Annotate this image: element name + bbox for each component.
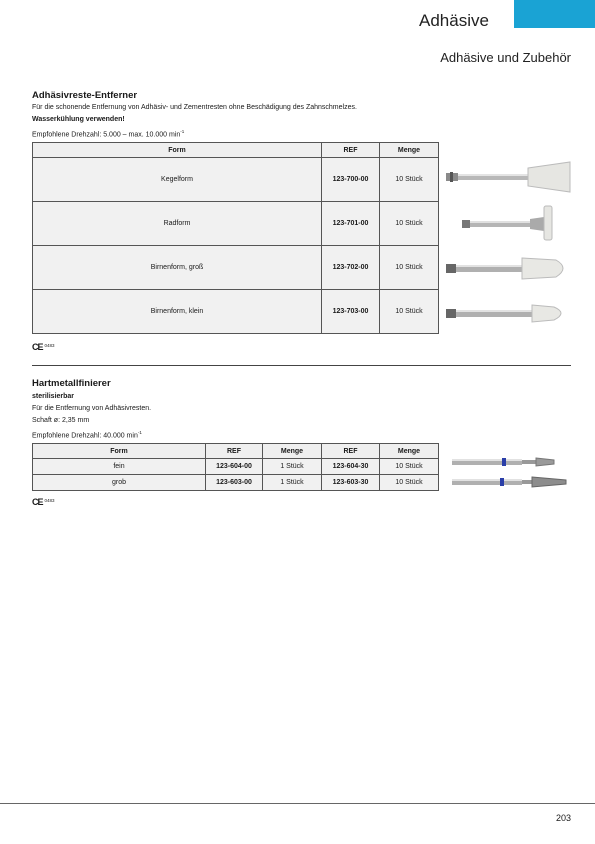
column-header-menge-2: Menge <box>380 444 439 459</box>
section2-subtitle: sterilisierbar <box>32 393 75 400</box>
table-header-row <box>33 143 439 158</box>
table-row <box>33 246 439 290</box>
section2-speed: Empfohlene Drehzahl: 40.000 $\min^{-1}$ <box>32 430 142 440</box>
table-row <box>33 158 439 202</box>
section2-table <box>32 443 439 491</box>
cell-form: grob <box>33 475 206 491</box>
column-header-form: Form <box>33 444 206 459</box>
cell-menge: 1 Stück <box>263 475 322 491</box>
cell-ref: 123-703-00 <box>322 290 380 334</box>
cell-menge: 1 Stück <box>263 459 322 475</box>
section1-title: Adhäsivreste-Entferner <box>32 90 138 101</box>
header-accent-block <box>514 0 595 28</box>
section2-description: Für die Entfernung von Adhäsivresten. <box>32 405 152 412</box>
cell-form: Radform <box>33 202 322 246</box>
header-subtitle: Adhäsive und Zubehör <box>440 50 571 65</box>
table-row <box>33 202 439 246</box>
table-row <box>33 475 439 491</box>
table-header-row <box>33 444 439 459</box>
section1-note: Wasserkühlung verwenden! <box>32 116 125 123</box>
coarse-carbide-finisher-image <box>444 474 574 490</box>
page-number: 203 <box>555 813 571 823</box>
ce-mark: CE 0483 <box>32 342 55 352</box>
header-title: Adhäsive <box>419 11 489 30</box>
ce-mark: CE 0483 <box>32 497 55 507</box>
column-header-ref: REF <box>206 444 263 459</box>
section-divider <box>32 365 571 366</box>
cell-ref-2: 123-604-30 <box>322 459 380 475</box>
cell-ref: 123-604-00 <box>206 459 263 475</box>
cell-ref: 123-701-00 <box>322 202 380 246</box>
cell-ref: 123-700-00 <box>322 158 380 202</box>
wheel-polisher-image <box>444 203 574 243</box>
footer-divider <box>0 803 595 804</box>
cell-form: Birnenform, klein <box>33 290 322 334</box>
section1-description: Für die schonende Entfernung von Adhäsiv- und Zementresten ohne Beschädigung des Zahnschmelzes. <box>32 104 357 111</box>
large-pear-polisher-image <box>444 252 574 286</box>
column-header-form: Form <box>33 143 322 158</box>
column-header-ref: REF <box>322 143 380 158</box>
cell-ref-2: 123-603-30 <box>322 475 380 491</box>
cell-form: Kegelform <box>33 158 322 202</box>
cell-menge-2: 10 Stück <box>380 475 439 491</box>
cell-menge: 10 Stück <box>380 290 439 334</box>
column-header-ref-2: REF <box>322 444 380 459</box>
section2-title: Hartmetallfinierer <box>32 378 111 389</box>
cell-form: Birnenform, groß <box>33 246 322 290</box>
column-header-menge: Menge <box>380 143 439 158</box>
column-header-menge: Menge <box>263 444 322 459</box>
table-row <box>33 290 439 334</box>
cell-ref: 123-603-00 <box>206 475 263 491</box>
section2-shaft: Schaft ø: 2,35 mm <box>32 417 90 424</box>
cell-menge: 10 Stück <box>380 202 439 246</box>
cell-menge: 10 Stück <box>380 246 439 290</box>
section1-table <box>32 142 439 334</box>
table-row <box>33 459 439 475</box>
section1-speed: Empfohlene Drehzahl: 5.000 – max. 10.000 $\min^{-1}$ <box>32 129 185 139</box>
small-pear-polisher-image <box>444 297 574 331</box>
cell-ref: 123-702-00 <box>322 246 380 290</box>
cell-menge: 10 Stück <box>380 158 439 202</box>
fine-carbide-finisher-image <box>444 454 574 470</box>
cone-polisher-image <box>444 160 574 194</box>
cell-menge-2: 10 Stück <box>380 459 439 475</box>
cell-form: fein <box>33 459 206 475</box>
